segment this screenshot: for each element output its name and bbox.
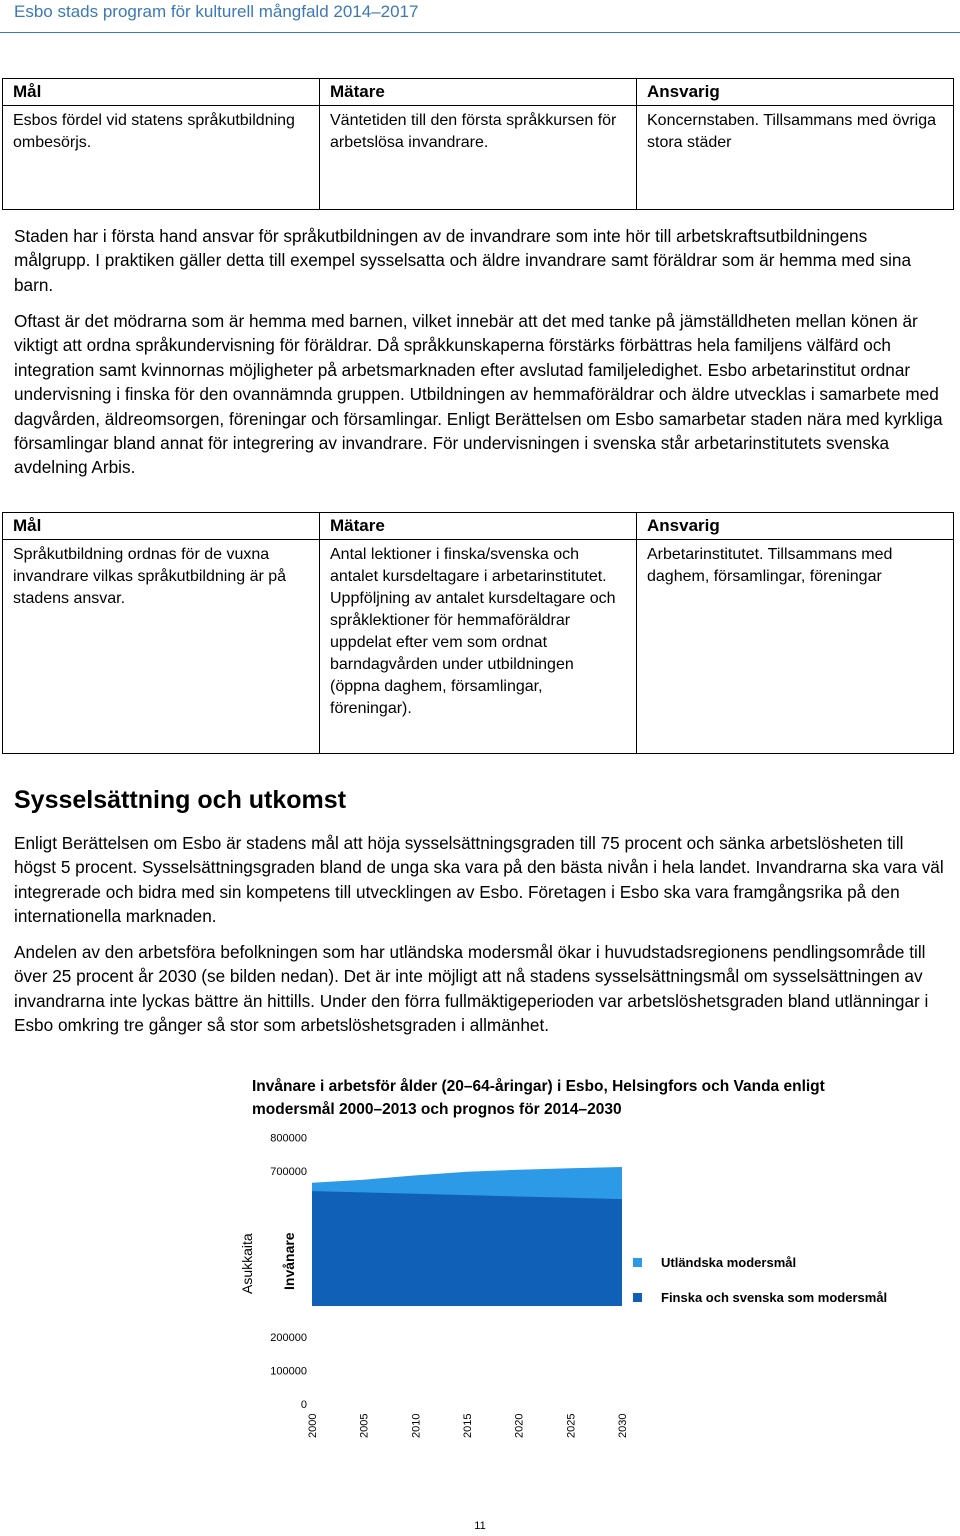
- cell-goal: Esbos fördel vid statens språkutbildning ombesörjs.: [3, 106, 320, 210]
- cell-measure: Väntetiden till den första språkkursen för arbetslösa invandrare.: [320, 106, 637, 210]
- paragraph-mothers: Oftast är det mödrarna som är hemma med barnen, vilket innebär att det med tanke på jämställdheten mellan könen är viktigt att ordna språkundervisning för föräldrar. Då språkkunskaperna förstärks förbättras hela familjens välfärd och integration samt kvinnornas möjligheter på arbetsmarknaden efter avslutad familjeledighet. Esbo arbetarinstitut ordnar undervisning i finska för den ovannämnda gruppen. Utbildningen av hemmaföräldrar och äldre utvecklas i samarbete med dagvården, äldreomsorgen, föreningar och församlingar. Enligt Berättelsen om Esbo samarbetar staden nära med kyrkliga församlingar bland annat för integrering av invandrare. För undervisningen i svenska står arbetarinstitutets svenska avdelning Arbis.: [14, 311, 943, 478]
- cell-goal: Språkutbildning ordnas för de vuxna invandrare vilkas språkutbildning är på stadens ansvar.: [3, 540, 320, 754]
- y-tick-label-700000: 700000: [270, 1166, 307, 1178]
- column-header-measure: Mätare: [320, 513, 637, 540]
- y-tick-label-800000: 800000: [270, 1132, 307, 1145]
- x-tick-label-2020: 2020: [513, 1413, 526, 1438]
- legend-swatch-1: [633, 1293, 642, 1302]
- column-header-goal: Mål: [3, 79, 320, 106]
- cell-responsible: Arbetarinstitutet. Tillsammans med daghem, församlingar, föreningar: [637, 540, 954, 754]
- y-tick-label-200000: 200000: [270, 1332, 307, 1344]
- axis-break-gap: [312, 1306, 622, 1404]
- page-number: 11: [474, 1520, 486, 1532]
- y-tick-label-0: 0: [300, 1399, 307, 1411]
- y-tick-label-100000: 100000: [270, 1365, 307, 1378]
- paragraph-responsibility: Staden har i första hand ansvar för språkutbildningen av de invandrare som inte hör till arbetskraftsutbildningens målgrupp. I praktiken gäller detta till exempel sysselsatta och äldre invandrare samt föräldrar som är hemma med sina barn.: [14, 226, 912, 295]
- column-header-measure: Mätare: [320, 79, 637, 106]
- x-tick-label-2005: 2005: [358, 1413, 371, 1438]
- y-axis-label-finnish: Asukkaita: [239, 1233, 255, 1294]
- chart-title: Invånare i arbetsför ålder (20–64-åringar) i Esbo, Helsingfors och Vanda enligt modersmål 2000–2013 och prognos för 2014–2030: [252, 1078, 825, 1118]
- cell-measure: Antal lektioner i finska/svenska och antalet kursdeltagare i arbetarinstitutet. Uppföljning av antalet kursdeltagare och språklektioner för hemmaföräldrar uppdelat efter vem som ordnat barndagvården under utbildningen (öppna daghem, församlingar, föreningar).: [320, 540, 637, 754]
- column-header-goal: Mål: [3, 513, 320, 540]
- x-tick-label-2030: 2030: [617, 1413, 629, 1438]
- legend-label-1: Finska och svenska som modersmål: [661, 1290, 888, 1305]
- section-heading: Sysselsättning och utkomst: [14, 786, 347, 814]
- y-axis-label-swedish: Invånare: [281, 1232, 297, 1290]
- x-tick-label-2000: 2000: [307, 1413, 319, 1438]
- legend-swatch-0: [633, 1258, 642, 1267]
- legend-label-0: Utländska modersmål: [661, 1255, 797, 1270]
- paragraph-employment-goals: Enligt Berättelsen om Esbo är stadens mål att höja sysselsättningsgraden till 75 procent och sänka arbetslösheten till högst 5 procent. Sysselsättningsgraden bland de unga ska vara på den bästa nivån i hela landet. Invandrarna ska vara väl integrerade och bidra med sin kompetens till utvecklingen av Esbo. Företagen i Esbo ska vara framgångsrika på den internationella marknaden.: [14, 833, 944, 927]
- x-tick-label-2025: 2025: [565, 1413, 578, 1438]
- x-tick-label-2015: 2015: [462, 1413, 474, 1438]
- series-area-finnish-swedish: [312, 1191, 622, 1308]
- cell-responsible: Koncernstaben. Tillsammans med övriga stora städer: [637, 106, 954, 210]
- column-header-responsible: Ansvarig: [637, 513, 954, 540]
- paragraph-working-population: Andelen av den arbetsföra befolkningen som har utländska modersmål ökar i huvudstadsregionens pendlingsområde till över 25 procent år 2030 (se bilden nedan). Det är inte möjligt att nå stadens sysselsättningsmål om sysselsättningen av invandrarna inte lyckas bättre än hittills. Under den förra fullmäktigeperioden var arbetslöshetsgraden bland utlänningar i Esbo omkring tre gånger så stor som arbetslöshetsgraden i allmänhet.: [14, 942, 929, 1036]
- x-tick-label-2010: 2010: [410, 1413, 423, 1438]
- document-header-title: Esbo stads program för kulturell mångfald 2014–2017: [14, 2, 419, 21]
- column-header-responsible: Ansvarig: [637, 79, 954, 106]
